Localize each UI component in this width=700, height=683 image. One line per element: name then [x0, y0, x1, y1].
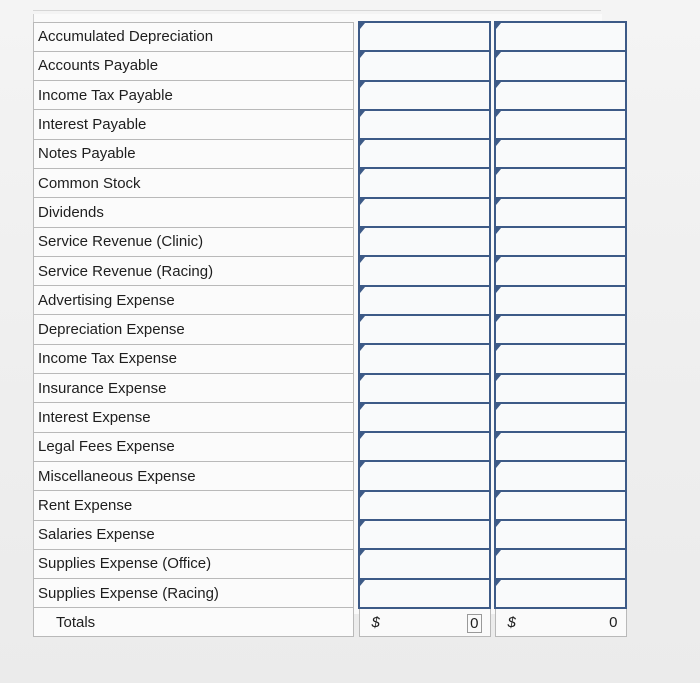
account-label: Depreciation Expense: [34, 315, 354, 344]
account-row: [34, 81, 627, 110]
account-label: Insurance Expense: [34, 374, 354, 403]
account-label: Service Revenue (Racing): [34, 256, 354, 285]
credit-input[interactable]: [495, 81, 626, 110]
account-row: [34, 110, 627, 139]
credit-input[interactable]: [495, 227, 626, 256]
debit-input[interactable]: [359, 315, 490, 344]
credit-input[interactable]: [495, 520, 626, 549]
account-row: [34, 374, 627, 403]
account-row: [34, 315, 627, 344]
account-label: Income Tax Expense: [34, 344, 354, 373]
credit-input[interactable]: [495, 461, 626, 490]
account-label: Dividends: [34, 198, 354, 227]
account-row: [34, 286, 627, 315]
debit-input[interactable]: [359, 168, 490, 197]
debit-total: 0: [467, 614, 481, 633]
credit-total: 0: [609, 613, 618, 631]
credit-input[interactable]: [495, 168, 626, 197]
account-label: Supplies Expense (Office): [34, 549, 354, 578]
account-row: [34, 139, 627, 168]
account-row: [34, 549, 627, 578]
account-row: [34, 256, 627, 285]
credit-total-cell: [495, 608, 626, 637]
debit-input[interactable]: [359, 81, 490, 110]
debit-input[interactable]: [359, 403, 490, 432]
account-row: [34, 22, 627, 51]
account-row: [34, 520, 627, 549]
totals-row: [34, 608, 627, 637]
account-label: Salaries Expense: [34, 520, 354, 549]
debit-input[interactable]: [359, 256, 490, 285]
account-row: [34, 461, 627, 490]
credit-input[interactable]: [495, 374, 626, 403]
credit-currency: $: [507, 613, 516, 631]
debit-input[interactable]: [359, 227, 490, 256]
account-label: Legal Fees Expense: [34, 432, 354, 461]
credit-input[interactable]: [495, 22, 626, 51]
account-row: [34, 51, 627, 80]
account-label: Interest Payable: [34, 110, 354, 139]
debit-total-cell: [359, 608, 490, 637]
account-label: Income Tax Payable: [34, 81, 354, 110]
account-label: Notes Payable: [34, 139, 354, 168]
account-row: [34, 403, 627, 432]
account-label: Miscellaneous Expense: [34, 461, 354, 490]
credit-input[interactable]: [495, 403, 626, 432]
debit-input[interactable]: [359, 461, 490, 490]
credit-input[interactable]: [495, 491, 626, 520]
debit-input[interactable]: [359, 286, 490, 315]
credit-input[interactable]: [495, 432, 626, 461]
totals-label: Totals: [34, 608, 354, 637]
debit-input[interactable]: [359, 110, 490, 139]
debit-input[interactable]: [359, 344, 490, 373]
credit-input[interactable]: [495, 256, 626, 285]
account-row: [34, 168, 627, 197]
account-label: Accounts Payable: [34, 51, 354, 80]
debit-currency: $: [371, 613, 380, 631]
credit-input[interactable]: [495, 139, 626, 168]
debit-input[interactable]: [359, 549, 490, 578]
account-label: Advertising Expense: [34, 286, 354, 315]
account-label: Service Revenue (Clinic): [34, 227, 354, 256]
debit-input[interactable]: [359, 579, 490, 608]
credit-input[interactable]: [495, 286, 626, 315]
credit-input[interactable]: [495, 51, 626, 80]
debit-input[interactable]: [359, 520, 490, 549]
account-row: [34, 344, 627, 373]
debit-input[interactable]: [359, 139, 490, 168]
account-label: Accumulated Depreciation: [34, 22, 354, 51]
account-label: Interest Expense: [34, 403, 354, 432]
account-row: [34, 227, 627, 256]
debit-input[interactable]: [359, 432, 490, 461]
account-row: [34, 491, 627, 520]
account-row: [34, 432, 627, 461]
credit-input[interactable]: [495, 344, 626, 373]
credit-input[interactable]: [495, 549, 626, 578]
account-label: Common Stock: [34, 168, 354, 197]
credit-input[interactable]: [495, 198, 626, 227]
credit-input[interactable]: [495, 110, 626, 139]
account-label: Rent Expense: [34, 491, 354, 520]
account-row: [34, 198, 627, 227]
debit-input[interactable]: [359, 22, 490, 51]
debit-input[interactable]: [359, 51, 490, 80]
account-label: Supplies Expense (Racing): [34, 579, 354, 608]
account-row: [34, 579, 627, 608]
debit-input[interactable]: [359, 198, 490, 227]
debit-input[interactable]: [359, 491, 490, 520]
credit-input[interactable]: [495, 315, 626, 344]
trial-balance-table: [33, 21, 627, 637]
debit-input[interactable]: [359, 374, 490, 403]
credit-input[interactable]: [495, 579, 626, 608]
